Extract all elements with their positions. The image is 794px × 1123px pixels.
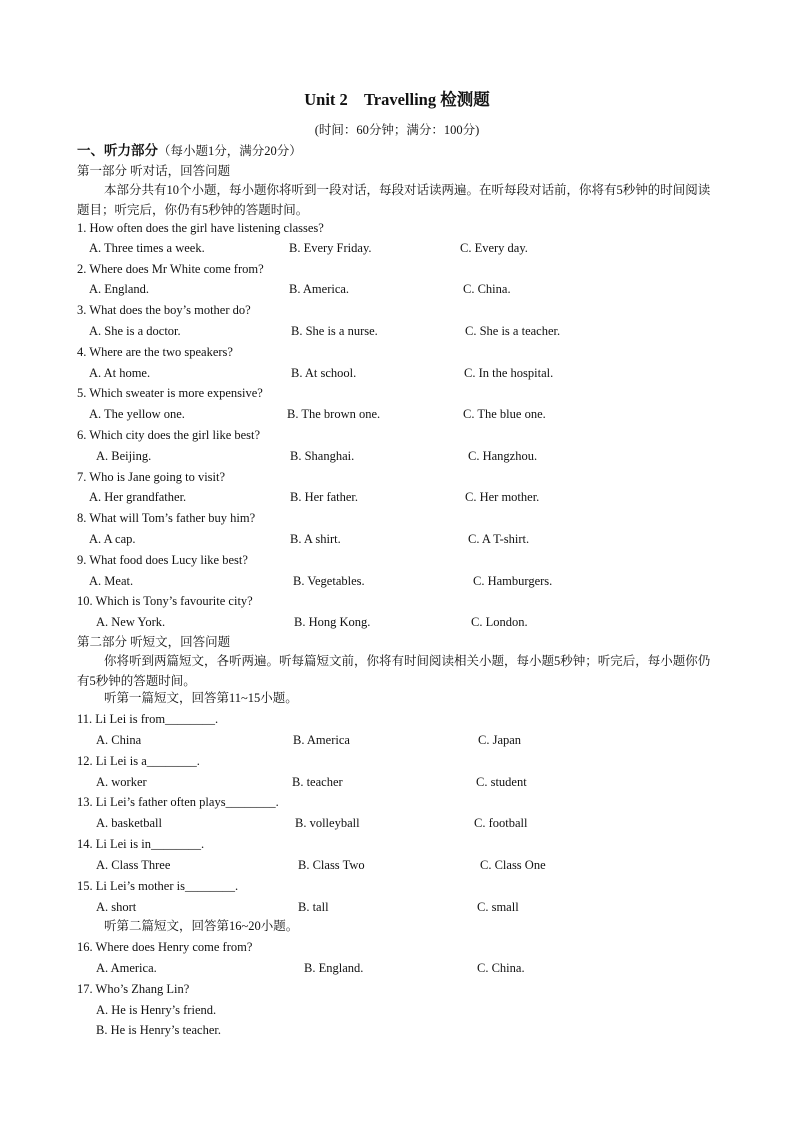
question-2: 2. Where does Mr White come from? — [77, 262, 264, 276]
passage1-note: 听第一篇短文，回答第11~15小题。 — [104, 691, 298, 705]
question-17-option-a: A. He is Henry’s friend. — [96, 1003, 217, 1017]
question-6: 6. Which city does the girl like best? — [77, 428, 261, 442]
section-heading — [77, 142, 302, 160]
question-8: 8. What will Tom’s father buy him? — [77, 511, 256, 525]
question-12-option-a: A. worker — [96, 775, 147, 789]
question-11-option-b: B. America — [293, 733, 350, 747]
question-16-option-c: C. China. — [477, 961, 525, 975]
question-10-option-b: B. Hong Kong. — [294, 615, 371, 629]
question-5-option-c: C. The blue one. — [463, 407, 546, 421]
question-6-option-b: B. Shanghai. — [290, 449, 355, 463]
question-4-option-b: B. At school. — [291, 366, 357, 380]
question-1-option-c: C. Every day. — [460, 241, 528, 255]
passage2-note: 听第二篇短文，回答第16~20小题。 — [104, 919, 299, 933]
question-11: 11. Li Lei is from________. — [77, 712, 219, 726]
question-10: 10. Which is Tony’s favourite city? — [77, 594, 253, 608]
question-14-option-c: C. Class One — [480, 858, 546, 872]
question-12-option-c: C. student — [476, 775, 527, 789]
question-3-option-c: C. She is a teacher. — [465, 324, 561, 338]
question-10-option-a: A. New York. — [96, 615, 166, 629]
question-5-option-b: B. The brown one. — [287, 407, 381, 421]
question-16-option-b: B. England. — [304, 961, 364, 975]
question-5: 5. Which sweater is more expensive? — [77, 386, 263, 400]
question-9: 9. What food does Lucy like best? — [77, 553, 248, 567]
question-4-option-a: A. At home. — [89, 366, 151, 380]
question-12: 12. Li Lei is a________. — [77, 754, 200, 768]
question-14-option-a: A. Class Three — [96, 858, 171, 872]
page-title: Unit 2 Travelling 检测题 — [304, 90, 490, 109]
question-7-option-b: B. Her father. — [290, 490, 359, 504]
question-17-option-b: B. He is Henry’s teacher. — [96, 1023, 221, 1037]
question-1-option-b: B. Every Friday. — [289, 241, 372, 255]
question-13-option-b: B. volleyball — [295, 816, 360, 830]
part2-title: 第二部分 听短文，回答问题 — [77, 635, 231, 649]
question-4-option-c: C. In the hospital. — [464, 366, 554, 380]
question-6-option-c: C. Hangzhou. — [468, 449, 538, 463]
question-14-option-b: B. Class Two — [298, 858, 365, 872]
page-subtitle: (时间：60分钟；满分：100分) — [314, 123, 480, 137]
question-13-option-a: A. basketball — [96, 816, 162, 830]
question-16-option-a: A. America. — [96, 961, 157, 975]
question-5-option-a: A. The yellow one. — [89, 407, 185, 421]
question-12-option-b: B. teacher — [292, 775, 343, 789]
question-3-option-b: B. She is a nurse. — [291, 324, 378, 338]
question-9-option-a: A. Meat. — [89, 574, 134, 588]
question-13-option-c: C. football — [474, 816, 528, 830]
question-14: 14. Li Lei is in________. — [77, 837, 205, 851]
question-7-option-a: A. Her grandfather. — [89, 490, 187, 504]
question-2-option-a: A. England. — [89, 282, 150, 296]
part1-instructions: 本部分共有10个小题，每小题你将听到一段对话，每段对话读两遍。在听每段对话前，你将有5秒钟的时间阅读题目；听完后，你仍有5秒钟的答题时间。 — [77, 183, 711, 217]
question-2-option-c: C. China. — [463, 282, 511, 296]
question-6-option-a: A. Beijing. — [96, 449, 152, 463]
question-7-option-c: C. Her mother. — [465, 490, 540, 504]
question-15-option-c: C. small — [477, 900, 519, 914]
section-heading-note: （每小题1分，满分20分） — [158, 144, 302, 158]
question-17: 17. Who’s Zhang Lin? — [77, 982, 190, 996]
question-11-option-c: C. Japan — [478, 733, 522, 747]
question-8-option-b: B. A shirt. — [290, 532, 341, 546]
question-13: 13. Li Lei’s father often plays________. — [77, 795, 279, 809]
part2-instructions: 你将听到两篇短文，各听两遍。听每篇短文前，你将有时间阅读相关小题，每小题5秒钟；听完后，每小题你仍有5秒钟的答题时间。 — [77, 654, 711, 688]
question-4: 4. Where are the two speakers? — [77, 345, 233, 359]
question-8-option-a: A. A cap. — [89, 532, 136, 546]
question-2-option-b: B. America. — [289, 282, 350, 296]
question-15-option-a: A. short — [96, 900, 137, 914]
question-3: 3. What does the boy’s mother do? — [77, 303, 251, 317]
question-11-option-a: A. China — [96, 733, 142, 747]
question-7: 7. Who is Jane going to visit? — [77, 470, 226, 484]
question-9-option-c: C. Hamburgers. — [473, 574, 553, 588]
question-10-option-c: C. London. — [471, 615, 528, 629]
part1-title: 第一部分 听对话，回答问题 — [77, 164, 231, 178]
question-16: 16. Where does Henry come from? — [77, 940, 253, 954]
question-1: 1. How often does the girl have listening classes? — [77, 221, 324, 235]
question-1-option-a: A. Three times a week. — [89, 241, 205, 255]
question-15-option-b: B. tall — [298, 900, 329, 914]
question-15: 15. Li Lei’s mother is________. — [77, 879, 239, 893]
question-8-option-c: C. A T-shirt. — [468, 532, 530, 546]
question-3-option-a: A. She is a doctor. — [89, 324, 181, 338]
question-9-option-b: B. Vegetables. — [293, 574, 365, 588]
section-heading-title: 一、听力部分 — [77, 143, 158, 158]
